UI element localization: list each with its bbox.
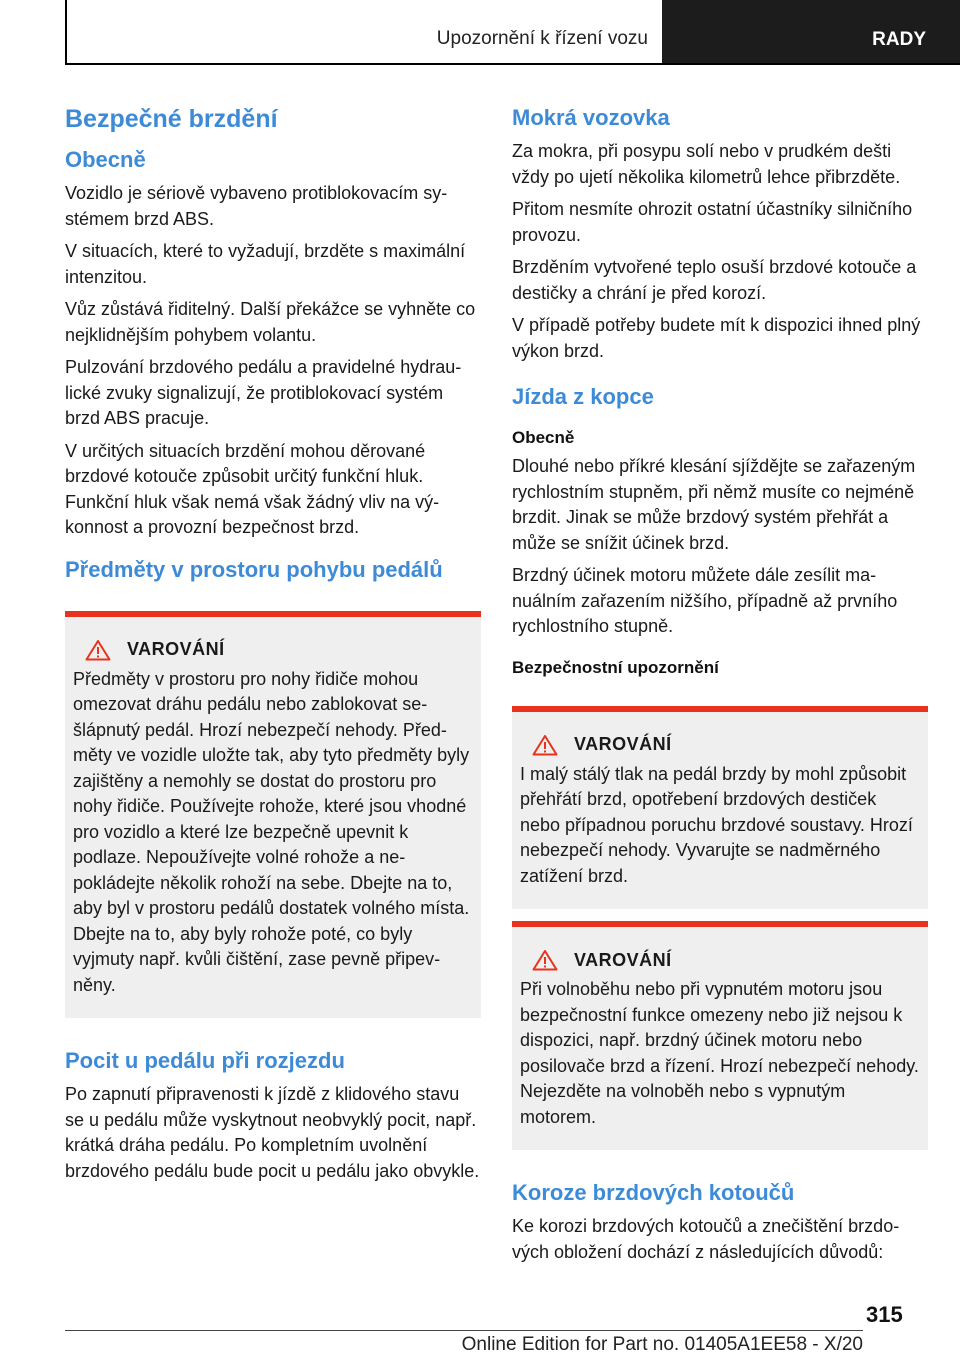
paragraph: Vůz zůstává řiditelný. Další překážce se vyhněte co nejklidnějším pohybem volantu. <box>65 299 476 345</box>
paragraph: Po zapnutí připravenosti k jízdě z klidového stavu se u pedálu může vyskytnout neobvyklý pocit, např. krátká dráha pedálu. Po kompletním uvolnění brzdového pedálu bude pocit u pedálu jako obvykle. <box>65 1084 480 1181</box>
warning-label: VAROVÁNÍ <box>574 949 672 970</box>
pedal-objects-heading: Předměty v prostoru pohybu pedálů <box>65 556 443 582</box>
paragraph: Pulzování brzdového pedálu a pravidelné hydraulické zvuky signalizují, že protiblokovací systém brzd ABS pracuje. <box>65 357 462 428</box>
paragraph: V případě potřeby budete mít k dispozici ihned plný výkon brzd. <box>512 315 921 361</box>
warning-label: VAROVÁNÍ <box>127 639 225 659</box>
warning-text: I malý stálý tlak na pedál brzdy by mohl způsobit přehřátí brzd, opotřebení brzdových destiček nebo případnou poruchu brzdové soustavy. Hrozí nebezpečí nehody. Vyvarujte se nadměrného zatížení brzd. <box>520 763 913 886</box>
downhill-heading: Jízda z kopce <box>512 384 654 409</box>
warning-box <box>65 611 481 1019</box>
right-column <box>512 103 928 1272</box>
wet-road-heading: Mokrá vozovka <box>512 105 670 130</box>
left-column <box>65 103 481 1191</box>
chapter-tab: RADY <box>662 0 960 63</box>
header-section-title: Upozornění k řízení vozu <box>436 28 648 49</box>
paragraph: V určitých situacích brzdění mohou děrované brzdové kotouče způsobit určitý funkční hluk. Funkční hluk však nemá však žádný vliv na výkonnost a provozní bezpečnost brzd. <box>65 440 440 537</box>
general-heading: Obecně <box>65 147 146 172</box>
page-number: 315 <box>866 1302 903 1327</box>
footer-edition: Online Edition for Part no. 01405A1EE58 - X/20 <box>461 1334 863 1355</box>
warning-title <box>520 734 920 756</box>
warning-box <box>512 921 928 1150</box>
corrosion-heading: Koroze brzdových kotoučů <box>512 1180 795 1205</box>
warning-text: Při volnoběhu nebo při vypnutém motoru jsou bezpečnostní funkce omezeny nebo již nejsou k dispozici, např. brzdný účinek motoru nebo posilovače brzd a řízení. Hrozí nebezpečí nehody. Nejezděte na volnoběh nebo s vypnutým motorem. <box>520 979 919 1127</box>
section-title: Bezpečné brzdění <box>65 105 278 133</box>
warning-title <box>73 639 473 661</box>
paragraph: Přitom nesmíte ohrozit ostatní účastníky silničního provozu. <box>512 199 913 245</box>
paragraph: Brzdný účinek motoru můžete dále zesílit manuálním zařazením nižšího, případně až prvního rychlostního stupně. <box>512 565 898 636</box>
safety-subheading: Bezpečnostní upozornění <box>512 657 719 677</box>
downhill-subheading: Obecně <box>512 428 575 447</box>
header-rule <box>65 63 960 65</box>
warning-title <box>520 949 920 971</box>
warning-triangle-icon <box>532 949 558 971</box>
paragraph: Ke korozi brzdových kotoučů a znečištění brzdových obložení dochází z následujících důvodů: <box>512 1216 900 1262</box>
paragraph: Za mokra, při posypu solí nebo v prudkém dešti vždy po ujetí několika kilometrů lehce přibrzděte. <box>512 141 901 187</box>
pedal-feel-heading: Pocit u pedálu při rozjezdu <box>65 1048 345 1073</box>
paragraph: Vozidlo je sériově vybaveno protiblokovacím systémem brzd ABS. <box>65 183 448 229</box>
warning-box <box>512 706 928 910</box>
warning-triangle-icon <box>85 639 111 661</box>
paragraph: Dlouhé nebo příkré klesání sjíždějte se zařazeným rychlostním stupněm, při němž musíte co nejméně brzdit. Jinak se může brzdový systém přehřát a může se snížit účinek brzd. <box>512 456 916 553</box>
footer-rule <box>65 1330 863 1331</box>
paragraph: Brzděním vytvořené teplo osuší brzdové kotouče a destičky a chrání je před korozí. <box>512 257 917 303</box>
warning-label: VAROVÁNÍ <box>574 734 672 754</box>
warning-text: Předměty v prostoru pro nohy řidiče mohou omezovat dráhu pedálu nebo zablokovat sešlápnutý pedál. Hrozí nebezpečí nehody. Předměty ve vozidle uložte tak, aby tyto předměty byly zajištěny a nemohly se dostat do prostoru pro nohy řidiče. Používejte rohože, které jsou vhodné pro vozidlo a které lze bezpečně upevnit k podlaze. Nepoužívejte volné rohože a nepokládejte několik rohoží na sebe. Dbejte na to, aby byl v prostoru pedálů dostatek volného místa. Dbejte na to, aby byly rohože poté, co byly vyjmuty např. kvůli čištění, zase pevně připevněny. <box>73 668 470 995</box>
warning-triangle-icon <box>532 734 558 756</box>
paragraph: V situacích, které to vyžadují, brzděte s maximální intenzitou. <box>65 241 466 287</box>
